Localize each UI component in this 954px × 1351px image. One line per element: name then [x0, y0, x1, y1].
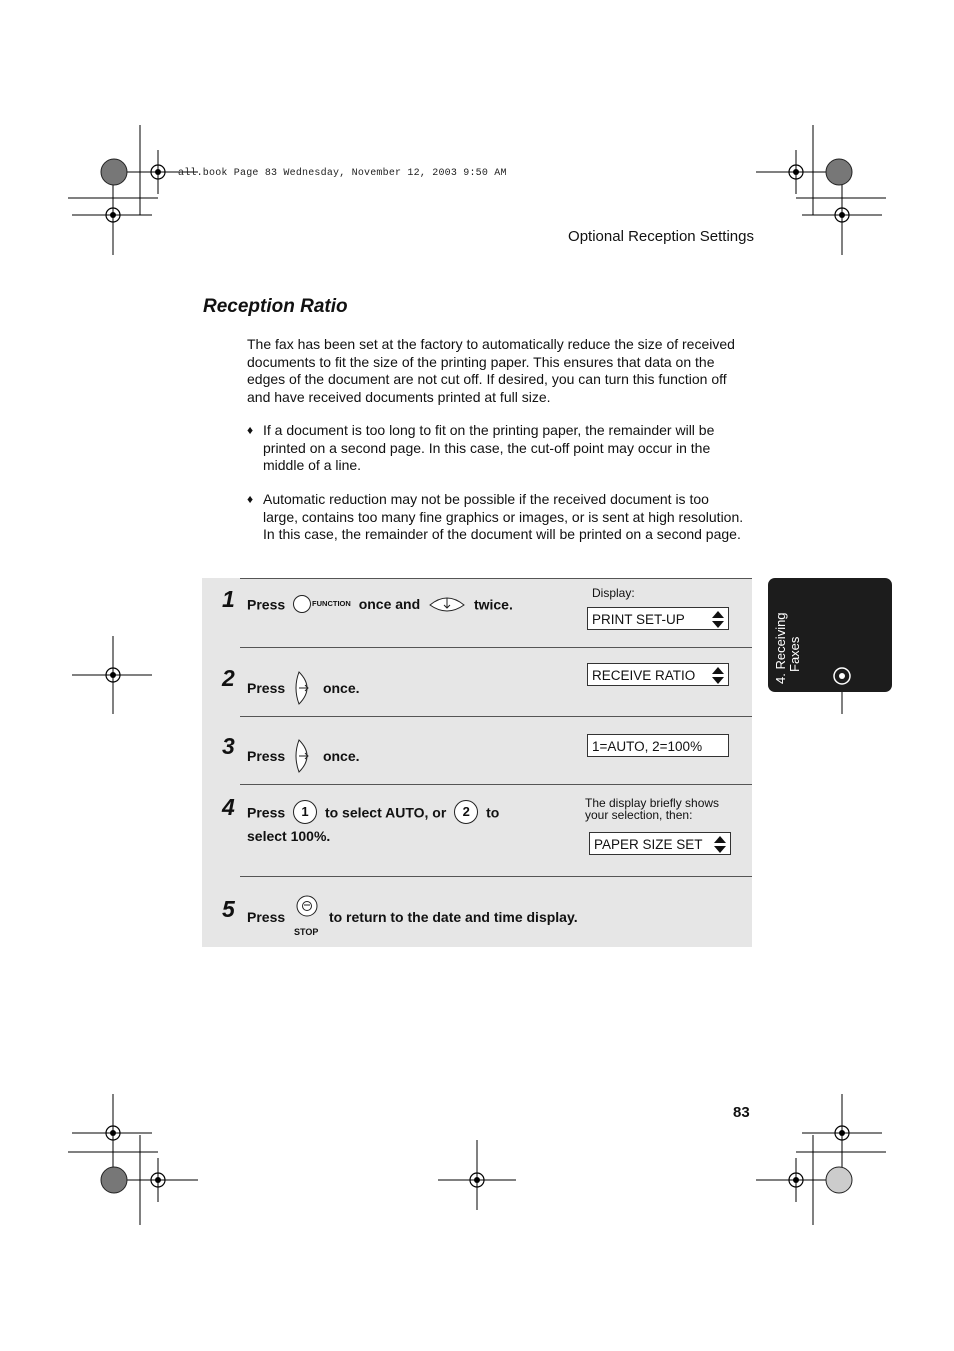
step-number: 5	[222, 896, 235, 922]
lcd-text: PAPER SIZE SET	[594, 837, 703, 852]
stop-key-icon	[293, 894, 321, 918]
step-text: once and	[358, 596, 421, 613]
step-instruction-line2: select 100%.	[247, 828, 331, 844]
bullet-item	[247, 491, 747, 544]
press-text: Press	[247, 596, 286, 613]
chapter-tab-label	[774, 612, 802, 684]
chapter-tab	[768, 578, 892, 692]
print-info-line: all.book Page 83 Wednesday, November 12, 2003 9:50 AM	[178, 168, 507, 179]
press-text: Press	[247, 680, 286, 696]
diamond-bullet-icon: ♦	[247, 423, 254, 437]
step-text: to return to the date and time display.	[328, 909, 578, 925]
step-instruction	[247, 900, 578, 937]
chapter-tab-line2: Faxes	[787, 636, 802, 672]
step-number: 4	[222, 794, 235, 820]
step-4	[202, 784, 752, 876]
key-2-icon: 2	[454, 800, 478, 824]
down-arrow-key-icon	[428, 593, 466, 615]
step-number: 2	[222, 665, 235, 691]
right-arrow-key-icon	[293, 738, 315, 774]
bullet-item	[247, 422, 747, 475]
step-text: twice.	[473, 596, 513, 613]
press-text: Press	[247, 909, 286, 925]
right-arrow-key-icon	[293, 670, 315, 706]
step-text: to select AUTO, or	[324, 804, 447, 821]
lcd-display	[587, 734, 729, 757]
press-text: Press	[247, 748, 286, 764]
step-number: 3	[222, 733, 235, 759]
lcd-text: PRINT SET-UP	[592, 612, 685, 627]
step-instruction	[247, 670, 360, 706]
press-text: Press	[247, 804, 286, 821]
bullet-text: If a document is too long to fit on the printing paper, the remainder will be printed on a second page. In this case, the cut-off point may occur in the middle of a line.	[263, 422, 715, 473]
step-number: 1	[222, 586, 235, 612]
diamond-bullet-icon: ♦	[247, 492, 254, 506]
step-instruction	[247, 738, 360, 774]
lcd-text: RECEIVE RATIO	[592, 668, 696, 683]
chapter-tab-line1: 4. Receiving	[773, 612, 788, 684]
bullet-text: Automatic reduction may not be possible if the received document is too large, contains too many fine graphics or images, or is sent at high resolution. In this case, the remainder of the document will be printed on a second page.	[263, 491, 744, 542]
function-key-icon	[292, 594, 314, 614]
key-1-icon: 1	[293, 800, 317, 824]
lcd-display	[587, 607, 729, 630]
updown-arrows-icon	[712, 611, 724, 628]
step-text: to	[486, 804, 500, 821]
stop-key	[293, 900, 321, 937]
step-1	[202, 578, 752, 647]
intro-paragraph: The fax has been set at the factory to automatically reduce the size of received documents to fit the size of the printing paper. This ensures that data on the edges of the document are not cut off. If desired, you can turn this function off and have received documents printed at full size.	[247, 336, 735, 405]
lcd-display	[589, 832, 731, 855]
page-number: 83	[733, 1104, 750, 1121]
step-text: once.	[322, 680, 360, 696]
tab-registration-icon	[828, 662, 856, 690]
steps-panel	[202, 578, 752, 947]
function-key-label: FUNCTION	[312, 599, 351, 609]
updown-arrows-icon	[714, 836, 726, 853]
display-label: Display:	[592, 586, 635, 600]
step-instruction	[247, 799, 499, 824]
step-3	[202, 716, 752, 784]
step-2	[202, 647, 752, 716]
updown-arrows-icon	[712, 667, 724, 684]
lcd-text: 1=AUTO, 2=100%	[592, 739, 703, 754]
running-header: Optional Reception Settings	[568, 228, 754, 245]
step-5	[202, 876, 752, 947]
step-text: once.	[322, 748, 360, 764]
step-instruction	[247, 591, 513, 616]
lcd-display	[587, 663, 729, 686]
section-title: Reception Ratio	[203, 296, 348, 317]
display-note: The display briefly shows your selection, then:	[585, 796, 720, 822]
stop-key-label: STOP	[294, 927, 319, 937]
